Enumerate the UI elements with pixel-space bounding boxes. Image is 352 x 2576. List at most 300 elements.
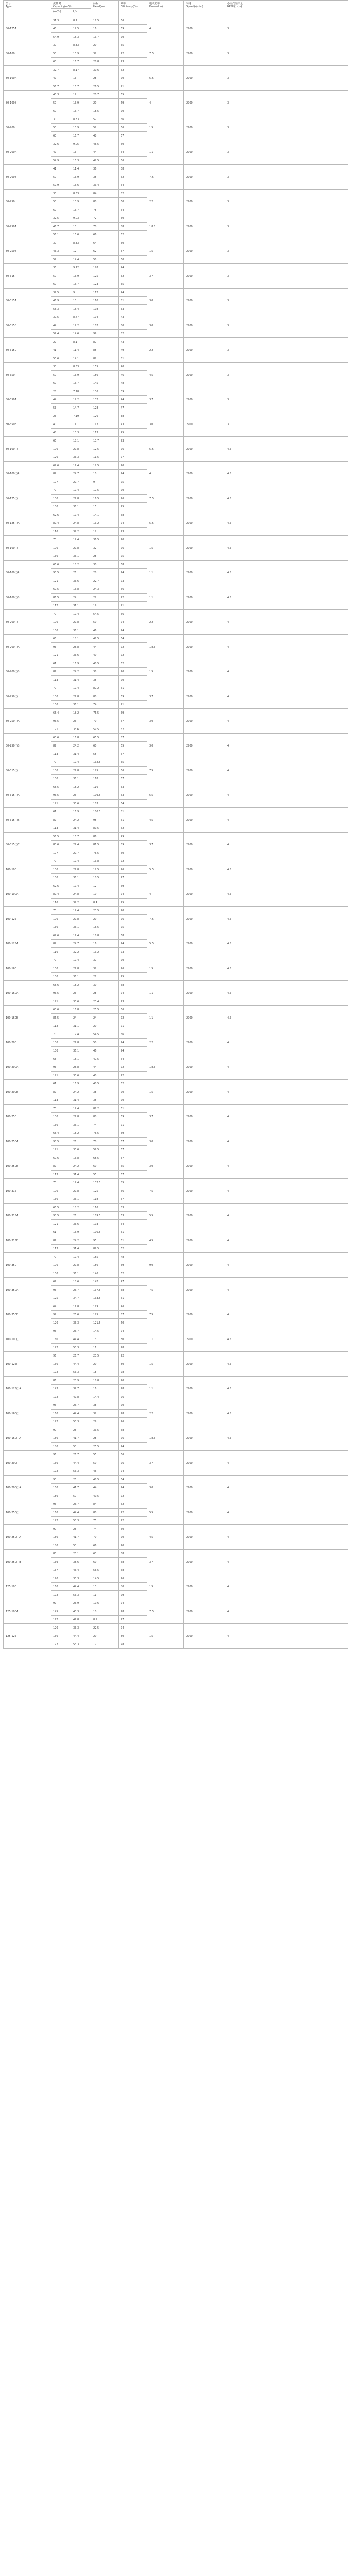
capacity-ls-cell: 33.3 bbox=[71, 453, 91, 462]
capacity-ls-cell: 16.7 bbox=[71, 107, 91, 115]
table-row bbox=[4, 833, 348, 841]
head-cell: 40.5 bbox=[91, 1080, 119, 1088]
speed-cell: 2900 bbox=[184, 289, 225, 313]
capacity-ls-cell: 50 bbox=[71, 1443, 91, 1451]
capacity-m3h-cell: 93.5 bbox=[51, 1212, 71, 1220]
head-cell: 136 bbox=[91, 387, 119, 396]
speed-cell: 2900 bbox=[184, 1006, 225, 1030]
efficiency-cell: 48 bbox=[119, 1253, 147, 1261]
efficiency-cell: 38 bbox=[119, 412, 147, 420]
speed-cell: 2900 bbox=[184, 1426, 225, 1451]
model-cell: 100-100 bbox=[4, 857, 51, 882]
head-cell: 59.5 bbox=[91, 1146, 119, 1154]
efficiency-cell: 72 bbox=[119, 1352, 147, 1360]
capacity-m3h-cell: 70 bbox=[51, 956, 71, 964]
capacity-ls-cell: 41.7 bbox=[71, 1484, 91, 1492]
head-cell: 87.2 bbox=[91, 684, 119, 692]
efficiency-cell: 78 bbox=[119, 1640, 147, 1649]
capacity-ls-cell: 24 bbox=[71, 594, 91, 602]
power-cell: 30 bbox=[147, 709, 184, 734]
capacity-m3h-cell: 65 bbox=[51, 437, 71, 445]
capacity-m3h-cell: 32.7 bbox=[51, 66, 71, 74]
speed-cell: 2900 bbox=[184, 1030, 225, 1055]
power-cell: 5.5 bbox=[147, 511, 184, 536]
head-cell: 35 bbox=[91, 1096, 119, 1105]
head-cell: 86 bbox=[91, 833, 119, 841]
capacity-m3h-cell: 50.6 bbox=[51, 354, 71, 363]
capacity-m3h-cell: 80.6 bbox=[51, 841, 71, 849]
capacity-m3h-cell: 192 bbox=[51, 1418, 71, 1426]
power-cell: 5.5 bbox=[147, 931, 184, 956]
efficiency-cell: 72 bbox=[119, 594, 147, 602]
capacity-m3h-cell: 62.6 bbox=[51, 511, 71, 519]
head-cell: 29 bbox=[91, 1418, 119, 1426]
head-cell: 155 bbox=[91, 1253, 119, 1261]
efficiency-cell: 70 bbox=[119, 956, 147, 964]
head-cell: 37 bbox=[91, 956, 119, 964]
capacity-ls-cell: 27.8 bbox=[71, 964, 91, 973]
table-row bbox=[4, 1006, 348, 1014]
capacity-m3h-cell: 96 bbox=[51, 1401, 71, 1410]
efficiency-cell: 72 bbox=[119, 1509, 147, 1517]
capacity-ls-cell: 18.2 bbox=[71, 1204, 91, 1212]
capacity-m3h-cell: 35 bbox=[51, 264, 71, 272]
table-row bbox=[4, 1599, 348, 1607]
capacity-m3h-cell: 50 bbox=[51, 198, 71, 206]
head-cell: 35 bbox=[91, 173, 119, 181]
head-cell: 18.8 bbox=[91, 931, 119, 940]
table-row bbox=[4, 91, 348, 99]
capacity-ls-cell: 26 bbox=[71, 1138, 91, 1146]
model-cell: 80-350A bbox=[4, 387, 51, 412]
efficiency-cell: 55 bbox=[119, 1179, 147, 1187]
capacity-m3h-cell: 192 bbox=[51, 1467, 71, 1476]
capacity-m3h-cell: 60.5 bbox=[51, 585, 71, 594]
capacity-m3h-cell: 192 bbox=[51, 1591, 71, 1599]
capacity-ls-cell: 9.05 bbox=[71, 140, 91, 148]
head-cell: 14.4 bbox=[91, 1393, 119, 1401]
capacity-ls-cell: 25 bbox=[71, 1476, 91, 1484]
head-cell: 142 bbox=[91, 1278, 119, 1286]
head-cell: 16 bbox=[91, 25, 119, 33]
head-cell: 62 bbox=[91, 247, 119, 256]
capacity-ls-cell: 53.3 bbox=[71, 1467, 91, 1476]
capacity-m3h-cell: 100 bbox=[51, 1261, 71, 1269]
capacity-m3h-cell: 61 bbox=[51, 1228, 71, 1236]
capacity-ls-cell: 18.2 bbox=[71, 709, 91, 717]
efficiency-cell: 75 bbox=[119, 552, 147, 561]
capacity-m3h-cell: 83 bbox=[51, 1550, 71, 1558]
capacity-ls-cell: 33.3 bbox=[71, 1319, 91, 1327]
capacity-m3h-cell: 89 bbox=[51, 470, 71, 478]
head-cell: 84 bbox=[91, 190, 119, 198]
capacity-ls-cell: 53.3 bbox=[71, 1591, 91, 1599]
head-cell: 9 bbox=[91, 478, 119, 486]
efficiency-cell: 64 bbox=[119, 635, 147, 643]
speed-cell: 2900 bbox=[184, 1401, 225, 1426]
capacity-ls-cell: 17.8 bbox=[71, 1302, 91, 1311]
efficiency-cell: 49 bbox=[119, 346, 147, 354]
speed-cell: 2900 bbox=[184, 165, 225, 190]
table-row bbox=[4, 289, 348, 297]
table-row bbox=[4, 1525, 348, 1533]
npsh-cell: 4.5 bbox=[225, 857, 348, 882]
capacity-m3h-cell: 160 bbox=[51, 1509, 71, 1517]
capacity-ls-cell: 19.4 bbox=[71, 857, 91, 866]
efficiency-cell: 78 bbox=[119, 1344, 147, 1352]
capacity-ls-cell: 36.1 bbox=[71, 701, 91, 709]
head-cell: 118 bbox=[91, 775, 119, 783]
capacity-m3h-cell: 121 bbox=[51, 651, 71, 659]
head-cell: 18.5 bbox=[91, 107, 119, 115]
header-efficiency-label: 效率 Efficiency(%) bbox=[121, 2, 138, 8]
head-cell: 80 bbox=[91, 198, 119, 206]
power-cell: 45 bbox=[147, 363, 184, 387]
head-cell: 38 bbox=[91, 1401, 119, 1410]
head-cell: 33.5 bbox=[91, 1426, 119, 1434]
capacity-m3h-cell: 87 bbox=[51, 1162, 71, 1171]
capacity-ls-cell: 13 bbox=[71, 223, 91, 231]
head-cell: 65.5 bbox=[91, 734, 119, 742]
npsh-cell: 4 bbox=[225, 808, 348, 833]
head-cell: 32 bbox=[91, 964, 119, 973]
table-row bbox=[4, 659, 348, 668]
efficiency-cell: 61 bbox=[119, 1236, 147, 1245]
head-cell: 103 bbox=[91, 800, 119, 808]
model-cell: 100-200B bbox=[4, 1080, 51, 1105]
head-cell: 24 bbox=[91, 1014, 119, 1022]
header-capacity-label: 流量 Q Capacity(m³/h) bbox=[53, 2, 73, 8]
power-cell: 45 bbox=[147, 1525, 184, 1550]
capacity-ls-cell: 27.8 bbox=[71, 692, 91, 701]
efficiency-cell: 68 bbox=[119, 1566, 147, 1574]
capacity-m3h-cell: 28 bbox=[51, 387, 71, 396]
capacity-ls-cell: 33.6 bbox=[71, 725, 91, 734]
head-cell: 50 bbox=[91, 618, 119, 626]
head-cell: 30 bbox=[91, 981, 119, 989]
capacity-m3h-cell: 61 bbox=[51, 659, 71, 668]
head-cell: 40.5 bbox=[91, 1492, 119, 1500]
table-row bbox=[4, 66, 348, 74]
head-cell: 18 bbox=[91, 1368, 119, 1377]
capacity-ls-cell: 16.9 bbox=[71, 1080, 91, 1088]
power-cell: 4 bbox=[147, 882, 184, 907]
model-cell: 100-125(I) bbox=[4, 1352, 51, 1377]
capacity-m3h-cell: 43.3 bbox=[51, 91, 71, 99]
speed-cell: 2900 bbox=[184, 1327, 225, 1352]
capacity-ls-cell: 13.9 bbox=[71, 173, 91, 181]
capacity-ls-cell: 11.4 bbox=[71, 165, 91, 173]
model-cell: 80-160 bbox=[4, 41, 51, 66]
npsh-cell: 3 bbox=[225, 140, 348, 165]
capacity-ls-cell: 53.3 bbox=[71, 1640, 91, 1649]
speed-cell: 2900 bbox=[184, 16, 225, 41]
capacity-m3h-cell: 116 bbox=[51, 899, 71, 907]
capacity-ls-cell: 19.4 bbox=[71, 684, 91, 692]
head-cell: 128 bbox=[91, 404, 119, 412]
head-cell: 65.5 bbox=[91, 1154, 119, 1162]
model-cell: 80-160(I)B bbox=[4, 585, 51, 610]
capacity-m3h-cell: 50 bbox=[51, 49, 71, 58]
head-cell: 89.5 bbox=[91, 824, 119, 833]
efficiency-cell: 43 bbox=[119, 420, 147, 429]
head-cell: 74 bbox=[91, 701, 119, 709]
efficiency-cell: 68 bbox=[119, 561, 147, 569]
speed-cell: 2900 bbox=[184, 956, 225, 981]
power-cell: 37 bbox=[147, 1105, 184, 1129]
head-cell: 42.5 bbox=[91, 157, 119, 165]
power-cell: 7.5 bbox=[147, 165, 184, 190]
capacity-m3h-cell: 52.4 bbox=[51, 330, 71, 338]
efficiency-cell: 68 bbox=[119, 511, 147, 519]
speed-cell: 2900 bbox=[184, 536, 225, 561]
efficiency-cell: 53 bbox=[119, 1204, 147, 1212]
speed-cell: 2900 bbox=[184, 264, 225, 289]
head-cell: 16.5 bbox=[91, 495, 119, 503]
capacity-ls-cell: 18.6 bbox=[71, 1278, 91, 1286]
head-cell: 44 bbox=[91, 148, 119, 157]
speed-cell: 2900 bbox=[184, 462, 225, 486]
npsh-cell: 3 bbox=[225, 214, 348, 239]
efficiency-cell: 67 bbox=[119, 750, 147, 758]
capacity-m3h-cell: 32.5 bbox=[51, 289, 71, 297]
capacity-m3h-cell: 100 bbox=[51, 618, 71, 626]
efficiency-cell: 74 bbox=[119, 940, 147, 948]
capacity-m3h-cell: 100 bbox=[51, 544, 71, 552]
npsh-cell: 4 bbox=[225, 1500, 348, 1525]
capacity-ls-cell: 41.7 bbox=[71, 1533, 91, 1541]
capacity-ls-cell: 16.7 bbox=[71, 58, 91, 66]
table-row bbox=[4, 1080, 348, 1088]
model-cell: 80-350 bbox=[4, 363, 51, 387]
capacity-ls-cell: 26.7 bbox=[71, 1401, 91, 1410]
capacity-m3h-cell: 60 bbox=[51, 206, 71, 214]
npsh-cell: 4.5 bbox=[225, 907, 348, 931]
capacity-m3h-cell: 87 bbox=[51, 816, 71, 824]
capacity-ls-cell: 19.4 bbox=[71, 1253, 91, 1261]
table-row bbox=[4, 462, 348, 470]
efficiency-cell: 80 bbox=[119, 1335, 147, 1344]
capacity-ls-cell: 27.8 bbox=[71, 544, 91, 552]
npsh-cell: 4.5 bbox=[225, 1352, 348, 1377]
capacity-m3h-cell: 30 bbox=[51, 239, 71, 247]
head-cell: 125 bbox=[91, 767, 119, 775]
capacity-ls-cell: 26.7 bbox=[71, 1352, 91, 1360]
head-cell: 23.5 bbox=[91, 907, 119, 915]
npsh-cell: 4 bbox=[225, 1599, 348, 1624]
head-cell: 46 bbox=[91, 1467, 119, 1476]
head-cell: 50 bbox=[91, 1459, 119, 1467]
efficiency-cell: 76 bbox=[119, 964, 147, 973]
speed-cell: 2900 bbox=[184, 610, 225, 635]
efficiency-cell: 66 bbox=[119, 124, 147, 132]
capacity-ls-cell: 33.3 bbox=[71, 1574, 91, 1583]
capacity-m3h-cell: 112 bbox=[51, 1022, 71, 1030]
power-cell: 15 bbox=[147, 1352, 184, 1377]
efficiency-cell: 80 bbox=[119, 1583, 147, 1591]
efficiency-cell: 46 bbox=[119, 371, 147, 379]
capacity-m3h-cell: 121 bbox=[51, 997, 71, 1006]
npsh-cell: 4.5 bbox=[225, 1327, 348, 1352]
speed-cell: 2900 bbox=[184, 857, 225, 882]
efficiency-cell: 39 bbox=[119, 387, 147, 396]
efficiency-cell: 52 bbox=[119, 330, 147, 338]
efficiency-cell: 50 bbox=[119, 321, 147, 330]
head-cell: 30.6 bbox=[91, 66, 119, 74]
efficiency-cell: 60 bbox=[119, 198, 147, 206]
capacity-ls-cell: 22.4 bbox=[71, 841, 91, 849]
efficiency-cell: 43 bbox=[119, 313, 147, 321]
capacity-m3h-cell: 160 bbox=[51, 1360, 71, 1368]
efficiency-cell: 70 bbox=[119, 462, 147, 470]
capacity-m3h-cell: 86.5 bbox=[51, 1014, 71, 1022]
capacity-ls-cell: 24.2 bbox=[71, 1162, 91, 1171]
efficiency-cell: 61 bbox=[119, 816, 147, 824]
model-cell: 100-250(I) bbox=[4, 1500, 51, 1525]
speed-cell: 2900 bbox=[184, 907, 225, 931]
capacity-ls-cell: 36.1 bbox=[71, 874, 91, 882]
power-cell: 15 bbox=[147, 1080, 184, 1105]
efficiency-cell: 59 bbox=[119, 841, 147, 849]
table-row bbox=[4, 165, 348, 173]
capacity-m3h-cell: 116 bbox=[51, 528, 71, 536]
efficiency-cell: 65 bbox=[119, 41, 147, 49]
power-cell: 75 bbox=[147, 1302, 184, 1327]
capacity-m3h-cell: 160 bbox=[51, 1583, 71, 1591]
capacity-ls-cell: 14.6 bbox=[71, 330, 91, 338]
capacity-m3h-cell: 41 bbox=[51, 346, 71, 354]
head-cell: 132.5 bbox=[91, 758, 119, 767]
capacity-ls-cell: 8.33 bbox=[71, 363, 91, 371]
capacity-ls-cell: 44.4 bbox=[71, 1410, 91, 1418]
power-cell: 22 bbox=[147, 190, 184, 214]
head-cell: 46.5 bbox=[91, 140, 119, 148]
efficiency-cell: 61 bbox=[119, 684, 147, 692]
model-cell: 80-125A bbox=[4, 16, 51, 41]
model-cell: 100-200(I) bbox=[4, 1451, 51, 1476]
power-cell: 4 bbox=[147, 16, 184, 41]
capacity-ls-cell: 40.3 bbox=[71, 1607, 91, 1616]
capacity-ls-cell: 26 bbox=[71, 717, 91, 725]
head-cell: 128 bbox=[91, 264, 119, 272]
efficiency-cell: 71 bbox=[119, 1022, 147, 1030]
efficiency-cell: 72 bbox=[119, 1492, 147, 1500]
head-cell: 13.7 bbox=[91, 437, 119, 445]
efficiency-cell: 46 bbox=[119, 1302, 147, 1311]
efficiency-cell: 76 bbox=[119, 1459, 147, 1467]
capacity-ls-cell: 12 bbox=[71, 91, 91, 99]
capacity-m3h-cell: 53 bbox=[51, 404, 71, 412]
power-cell: 37 bbox=[147, 387, 184, 412]
capacity-m3h-cell: 92 bbox=[51, 1311, 71, 1319]
table-row bbox=[4, 264, 348, 272]
header-speed bbox=[184, 1, 225, 16]
head-cell: 44 bbox=[91, 1063, 119, 1072]
speed-cell: 2900 bbox=[184, 1179, 225, 1204]
capacity-ls-cell: 9.72 bbox=[71, 264, 91, 272]
power-cell: 30 bbox=[147, 313, 184, 338]
efficiency-cell: 72 bbox=[119, 1517, 147, 1525]
capacity-ls-cell: 18.2 bbox=[71, 981, 91, 989]
capacity-ls-cell: 19.4 bbox=[71, 1179, 91, 1187]
power-cell: 5.5 bbox=[147, 857, 184, 882]
model-cell: 80-315(I)A bbox=[4, 783, 51, 808]
npsh-cell: 4 bbox=[225, 1253, 348, 1278]
capacity-ls-cell: 27.8 bbox=[71, 445, 91, 453]
capacity-m3h-cell: 65.4 bbox=[51, 709, 71, 717]
capacity-m3h-cell: 65 bbox=[51, 1055, 71, 1063]
head-cell: 17.5 bbox=[91, 486, 119, 495]
head-cell: 28 bbox=[91, 569, 119, 577]
efficiency-cell: 75 bbox=[119, 973, 147, 981]
head-cell: 32 bbox=[91, 49, 119, 58]
capacity-ls-cell: 44.4 bbox=[71, 1335, 91, 1344]
npsh-cell: 4.5 bbox=[225, 437, 348, 462]
capacity-m3h-cell: 100 bbox=[51, 692, 71, 701]
power-cell: 30 bbox=[147, 1476, 184, 1500]
head-cell: 108 bbox=[91, 305, 119, 313]
capacity-m3h-cell: 100 bbox=[51, 1113, 71, 1121]
capacity-ls-cell: 18.2 bbox=[71, 561, 91, 569]
efficiency-cell: 63 bbox=[119, 791, 147, 800]
capacity-ls-cell: 27.8 bbox=[71, 915, 91, 923]
capacity-ls-cell: 8.1 bbox=[71, 338, 91, 346]
efficiency-cell: 60 bbox=[119, 1319, 147, 1327]
capacity-m3h-cell: 90 bbox=[51, 1476, 71, 1484]
npsh-cell: 4 bbox=[225, 1105, 348, 1129]
efficiency-cell: 79 bbox=[119, 1591, 147, 1599]
speed-cell: 2900 bbox=[184, 115, 225, 140]
capacity-ls-cell: 47.8 bbox=[71, 1616, 91, 1624]
head-cell: 66 bbox=[91, 231, 119, 239]
head-cell: 10 bbox=[91, 890, 119, 899]
capacity-ls-cell: 36.1 bbox=[71, 1269, 91, 1278]
efficiency-cell: 43 bbox=[119, 338, 147, 346]
model-cell: 80-350B bbox=[4, 412, 51, 437]
model-cell: 80-315(I)C bbox=[4, 833, 51, 857]
capacity-ls-cell: 17.4 bbox=[71, 462, 91, 470]
capacity-ls-cell: 16.9 bbox=[71, 659, 91, 668]
capacity-ls-cell: 15.4 bbox=[71, 305, 91, 313]
capacity-ls-cell: 16.8 bbox=[71, 585, 91, 594]
capacity-m3h-cell: 89.4 bbox=[51, 519, 71, 528]
table-row bbox=[4, 1426, 348, 1434]
head-cell: 12.5 bbox=[91, 866, 119, 874]
capacity-m3h-cell: 70 bbox=[51, 857, 71, 866]
table-row bbox=[4, 857, 348, 866]
capacity-ls-cell: 16.8 bbox=[71, 1154, 91, 1162]
efficiency-cell: 59 bbox=[119, 1261, 147, 1269]
npsh-cell: 4.5 bbox=[225, 536, 348, 561]
model-cell: 100-200(I)A bbox=[4, 1476, 51, 1500]
head-cell: 58 bbox=[91, 256, 119, 264]
capacity-ls-cell: 26 bbox=[71, 1212, 91, 1220]
npsh-cell: 4 bbox=[225, 1055, 348, 1080]
capacity-m3h-cell: 30 bbox=[51, 363, 71, 371]
capacity-m3h-cell: 192 bbox=[51, 1368, 71, 1377]
capacity-ls-cell: 13.3 bbox=[71, 429, 91, 437]
capacity-m3h-cell: 60 bbox=[51, 132, 71, 140]
header-speed-label: 转速 Speed(r/min) bbox=[186, 2, 203, 8]
head-cell: 55 bbox=[91, 1171, 119, 1179]
capacity-m3h-cell: 96 bbox=[51, 1286, 71, 1294]
capacity-m3h-cell: 62.6 bbox=[51, 462, 71, 470]
efficiency-cell: 67 bbox=[119, 1146, 147, 1154]
model-cell: 80-200A bbox=[4, 140, 51, 165]
power-cell: 37 bbox=[147, 1451, 184, 1476]
capacity-ls-cell: 14.4 bbox=[71, 256, 91, 264]
table-row bbox=[4, 684, 348, 692]
